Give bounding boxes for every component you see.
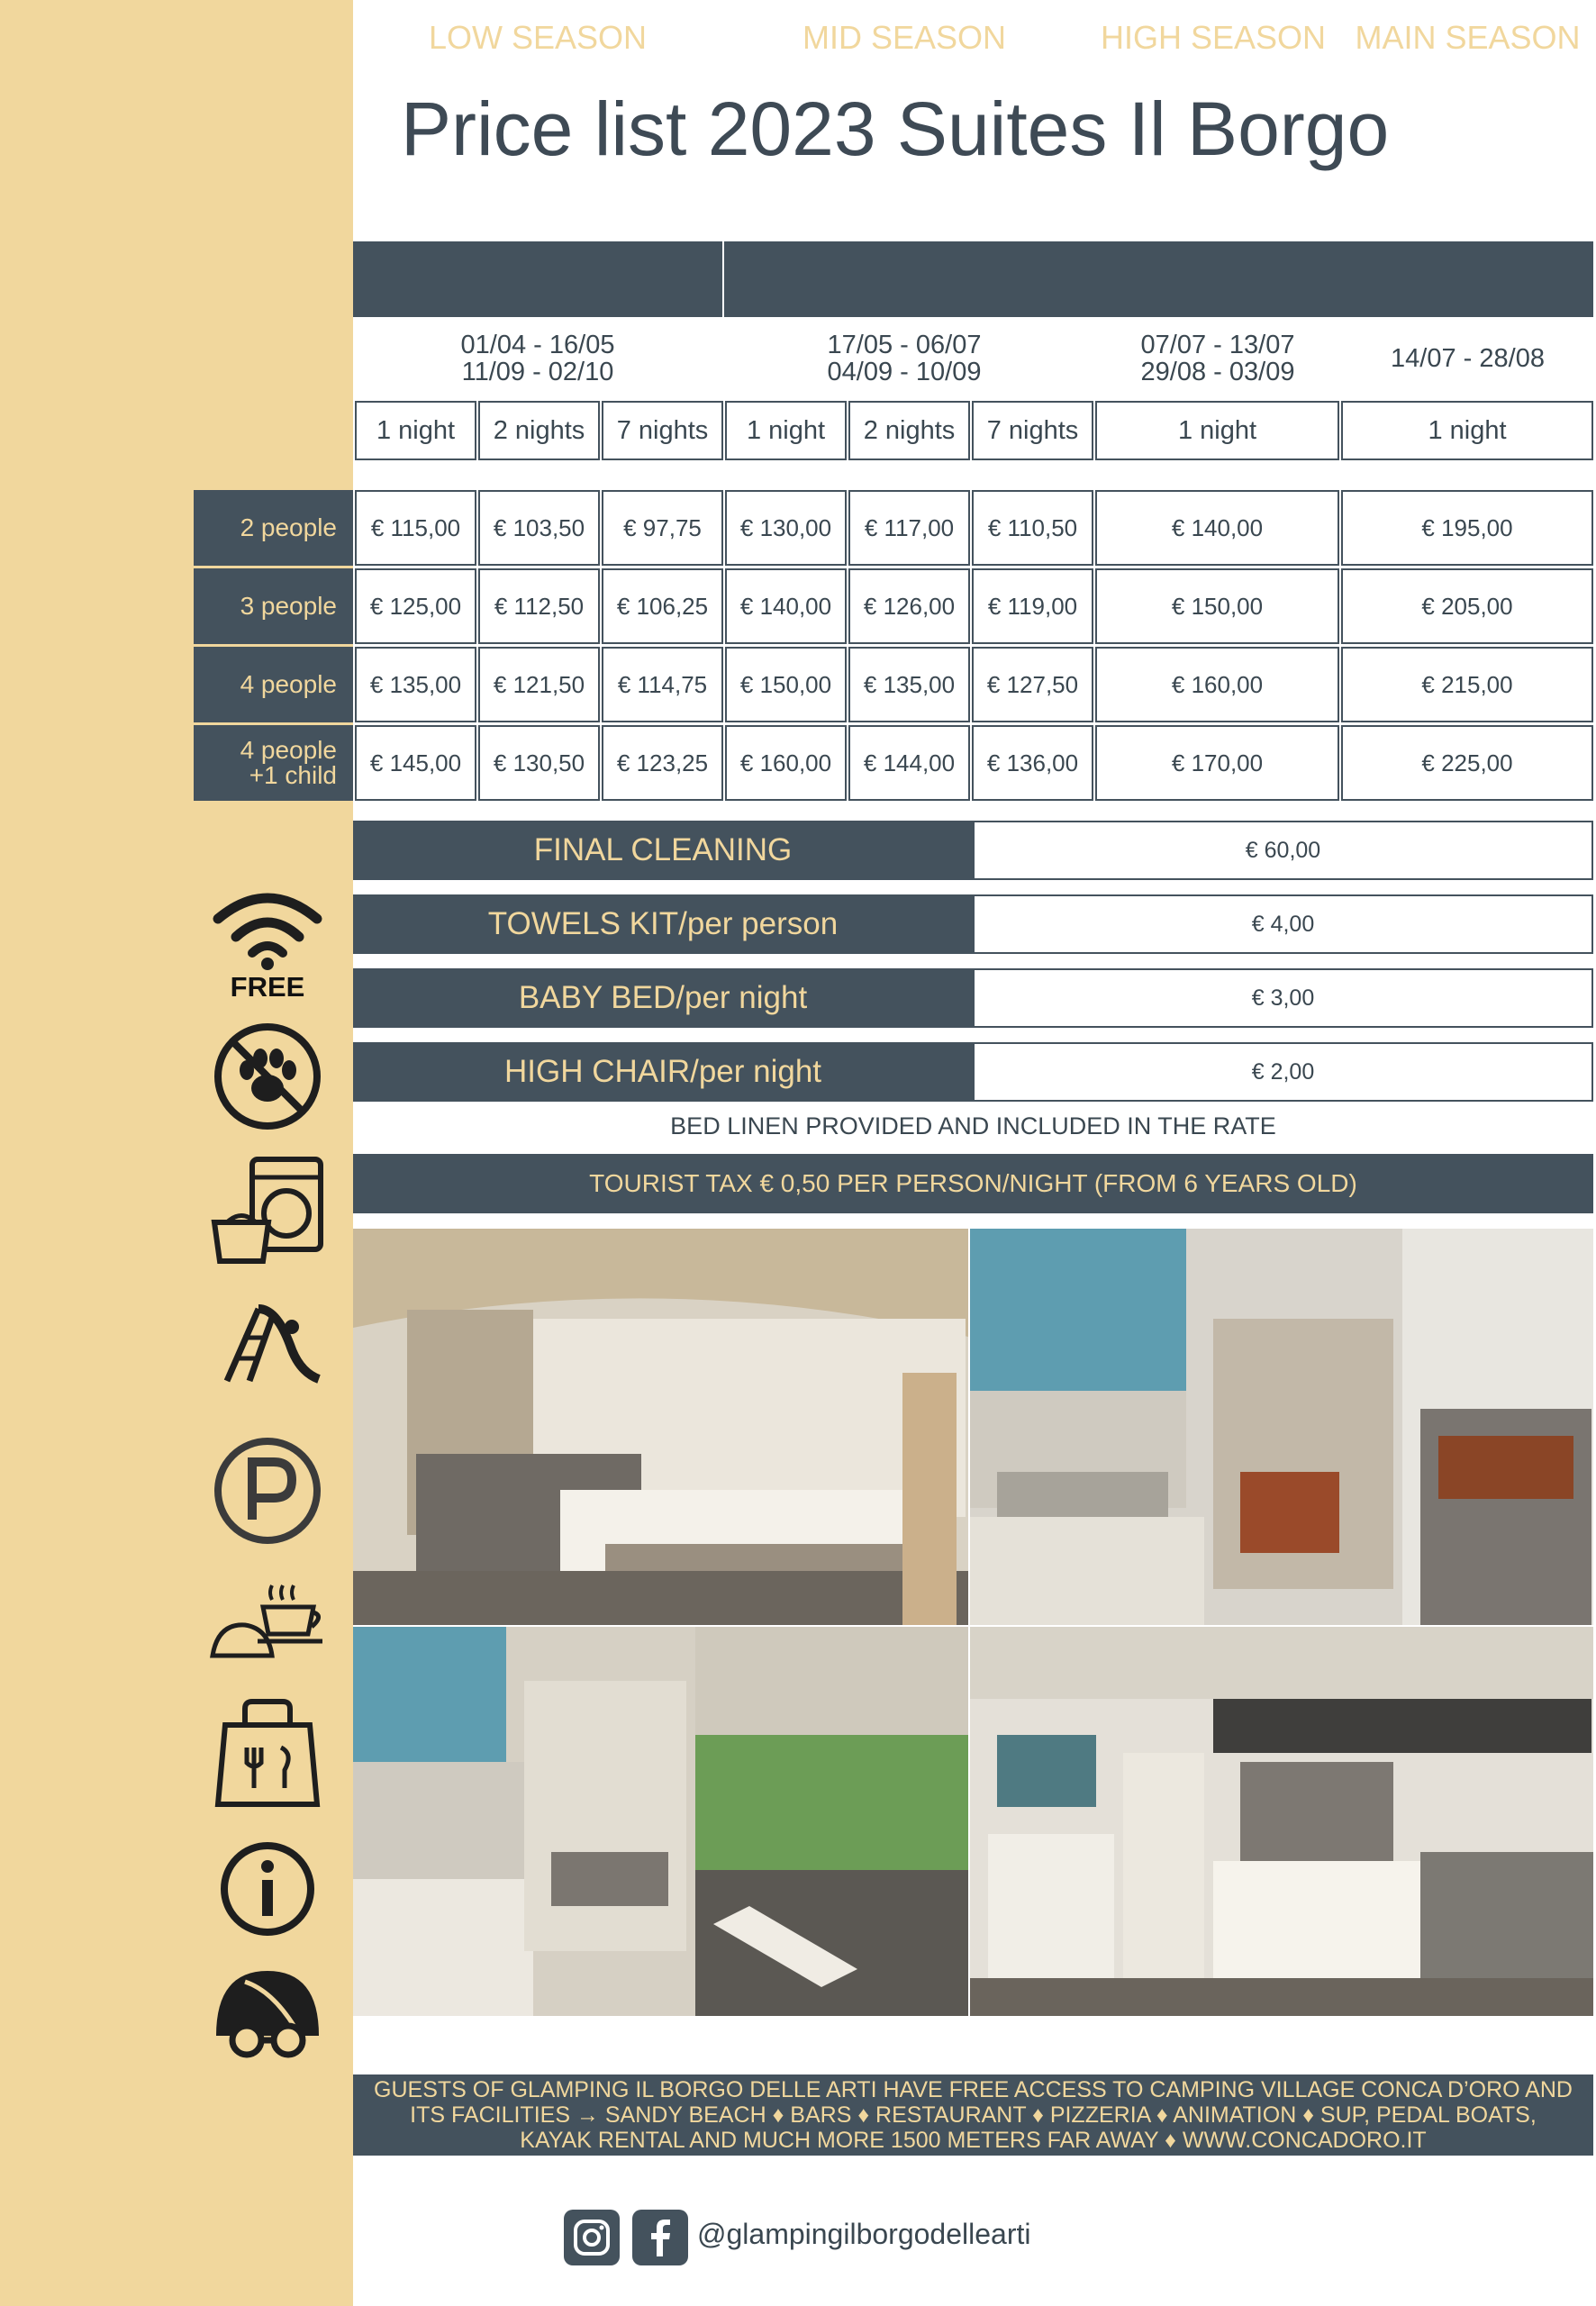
info-icon: [209, 1839, 326, 1938]
price-cell: € 121,50: [478, 647, 600, 722]
price-cell: € 150,00: [1095, 568, 1339, 644]
extra-final-cleaning-label: FINAL CLEANING: [353, 821, 973, 880]
bed-linen-note: BED LINEN PROVIDED AND INCLUDED IN THE RATE: [670, 1112, 1276, 1139]
price-cell: € 135,00: [848, 647, 970, 722]
social-handle[interactable]: @glampingilborgodellearti: [697, 2218, 1031, 2250]
price-cell: € 106,25: [602, 568, 723, 644]
season-main: MAIN SEASON: [1355, 19, 1581, 56]
facilities-note: GUESTS OF GLAMPING IL BORGO DELLE ARTI HAVE FREE ACCESS TO CAMPING VILLAGE CONCA D’ORO AND ITS FACILITIES → SANDY BEACH ♦ BARS ♦ RESTAURANT ♦ PIZZERIA ♦ ANIMATION ♦ SUP, PEDAL BOATS, KAYAK RENTAL AND MUCH MORE 1500 METERS FAR AWAY ♦ WWW.CONCADORO.IT: [353, 2074, 1593, 2156]
wifi-free-label: FREE: [230, 971, 305, 1003]
season-header: [353, 241, 1593, 317]
price-cell: € 114,75: [602, 647, 723, 722]
season-low: LOW SEASON: [428, 19, 648, 56]
nights-header-cell: 1 night: [1095, 401, 1339, 460]
price-cell: € 125,00: [355, 568, 476, 644]
row-label-3-people: [194, 568, 353, 644]
wifi-icon: [209, 885, 326, 970]
nights-header-cell: 1 night: [725, 401, 847, 460]
photo-living-area: [353, 1627, 968, 2016]
season-divider: [722, 241, 724, 317]
season-mid: MID SEASON: [802, 19, 1007, 56]
row-label-text: 4 people: [240, 670, 337, 698]
row-label-4-people-child: [194, 725, 353, 801]
facebook-icon[interactable]: [632, 2210, 688, 2265]
price-cell: € 170,00: [1095, 725, 1339, 801]
nights-header-cell: 7 nights: [602, 401, 723, 460]
row-label-2-people: [194, 490, 353, 566]
price-cell: € 160,00: [1095, 647, 1339, 722]
price-cell: € 97,75: [602, 490, 723, 566]
photo-bedroom: [353, 1229, 968, 1625]
row-label-text: +1 child: [249, 761, 337, 789]
extra-high-chair-label: HIGH CHAIR/per night: [353, 1042, 973, 1102]
price-cell: € 119,00: [972, 568, 1093, 644]
season-high: HIGH SEASON: [1100, 19, 1327, 56]
date-range: 01/04 - 16/05: [460, 331, 615, 359]
date-range: 14/07 - 28/08: [1391, 344, 1545, 373]
nights-header-cell: 2 nights: [848, 401, 970, 460]
row-label-text: 4 people: [240, 736, 337, 764]
price-cell: € 115,00: [355, 490, 476, 566]
sidebar-strip: [0, 0, 353, 2306]
extra-towels-label: TOWELS KIT/per person: [353, 894, 973, 954]
price-cell: € 117,00: [848, 490, 970, 566]
price-cell: € 112,50: [478, 568, 600, 644]
swim-cap-icon: [209, 1964, 326, 2063]
tourist-tax-note: TOURIST TAX € 0,50 PER PERSON/NIGHT (FROM 6 YEARS OLD): [353, 1154, 1593, 1213]
price-cell: € 195,00: [1341, 490, 1593, 566]
price-cell: € 130,00: [725, 490, 847, 566]
price-cell: € 160,00: [725, 725, 847, 801]
nights-header-cell: 1 night: [355, 401, 476, 460]
breakfast-icon: [209, 1578, 326, 1661]
price-cell: € 215,00: [1341, 647, 1593, 722]
season-high-dates: [1093, 322, 1342, 395]
laundry-icon: [209, 1155, 326, 1267]
nights-header-cell: 7 nights: [972, 401, 1093, 460]
price-cell: € 136,00: [972, 725, 1093, 801]
date-range: 29/08 - 03/09: [1140, 358, 1295, 386]
photo-loft-bedroom: [970, 1627, 1593, 2016]
price-cell: € 110,50: [972, 490, 1093, 566]
price-cell: € 150,00: [725, 647, 847, 722]
nights-header-cell: 1 night: [1341, 401, 1593, 460]
instagram-icon[interactable]: [564, 2210, 620, 2265]
season-main-dates: [1342, 322, 1593, 395]
takeaway-icon: [209, 1698, 326, 1811]
extra-baby-bed-value: € 3,00: [973, 968, 1593, 1028]
price-cell: € 103,50: [478, 490, 600, 566]
extra-high-chair-value: € 2,00: [973, 1042, 1593, 1102]
extra-baby-bed-label: BABY BED/per night: [353, 968, 973, 1028]
price-cell: € 145,00: [355, 725, 476, 801]
parking-icon: [209, 1437, 326, 1545]
price-cell: € 123,25: [602, 725, 723, 801]
price-cell: € 205,00: [1341, 568, 1593, 644]
extra-final-cleaning-value: € 60,00: [973, 821, 1593, 880]
no-pets-icon: [209, 1021, 326, 1133]
price-cell: € 144,00: [848, 725, 970, 801]
extra-towels-value: € 4,00: [973, 894, 1593, 954]
date-range: 17/05 - 06/07: [827, 331, 982, 359]
page-title: Price list 2023 Suites Il Borgo: [401, 86, 1390, 171]
row-label-text: 2 people: [240, 513, 337, 541]
date-range: 04/09 - 10/09: [827, 358, 982, 386]
photo-kitchen-terrace: [970, 1229, 1593, 1625]
season-low-dates: [353, 322, 722, 395]
date-range: 07/07 - 13/07: [1140, 331, 1295, 359]
price-cell: € 135,00: [355, 647, 476, 722]
row-label-text: 3 people: [240, 592, 337, 620]
price-cell: € 127,50: [972, 647, 1093, 722]
row-label-4-people: [194, 647, 353, 722]
price-cell: € 140,00: [1095, 490, 1339, 566]
price-cell: € 126,00: [848, 568, 970, 644]
price-cell: € 140,00: [725, 568, 847, 644]
nights-header-cell: 2 nights: [478, 401, 600, 460]
price-cell: € 130,50: [478, 725, 600, 801]
price-cell: € 225,00: [1341, 725, 1593, 801]
date-range: 11/09 - 02/10: [461, 358, 614, 386]
season-mid-dates: [724, 322, 1084, 395]
playground-icon: [209, 1300, 326, 1385]
